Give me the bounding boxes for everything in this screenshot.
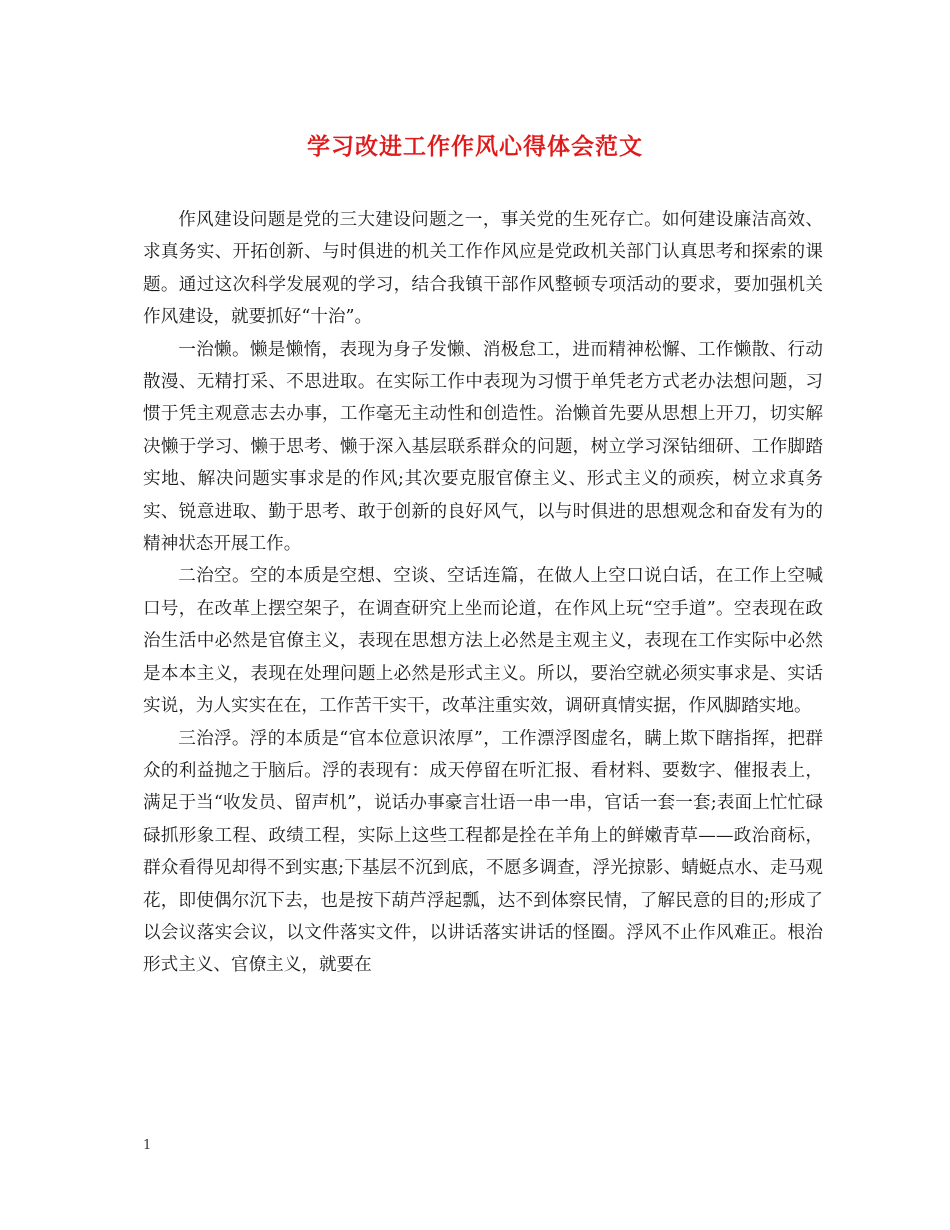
document-body (143, 204, 823, 982)
paragraph-laziness: 一治懒。懒是懒惰，表现为身子发懒、消极怠工，进而精神松懈、工作懒散、行动散漫、无精打采、不思进取。在实际工作中表现为习惯于单凭老方式老办法想问题，习惯于凭主观意志去办事，工作毫无主动性和创造性。治懒首先要从思想上开刀，切实解决懒于学习、懒于思考、懒于深入基层联系群众的问题，树立学习深钻细研、工作脚踏实地、解决问题实事求是的作风;其次要克服官僚主义、形式主义的顽疾，树立求真务实、锐意进取、勤于思考、敢于创新的良好风气，以与时俱进的思想观念和奋发有为的精神状态开展工作。 (143, 339, 823, 555)
paragraph-emptiness: 二治空。空的本质是空想、空谈、空话连篇，在做人上空口说白话，在工作上空喊口号，在改革上摆空架子，在调查研究上坐而论道，在作风上玩“空手道”。空表现在政治生活中必然是官僚主义，表现在思想方法上必然是主观主义，表现在工作实际中必然是本本主义，表现在处理问题上必然是形式主义。所以，要治空就必须实事求是、实话实说，为人实实在在，工作苦干实干，改革注重实效，调研真情实据，作风脚踏实地。 (143, 566, 823, 717)
document-title: 学习改进工作作风心得体会范文 (307, 133, 643, 160)
paragraph-superficiality: 三治浮。浮的本质是“官本位意识浓厚”，工作漂浮图虚名，瞒上欺下瞎指挥，把群众的利益抛之于脑后。浮的表现有：成天停留在听汇报、看材料、要数字、催报表上，满足于当“收发员、留声机”，说话办事豪言壮语一串一串，官话一套一套;表面上忙忙碌碌抓形象工程、政绩工程，实际上这些工程都是拴在羊角上的鲜嫩青草——政治商标，群众看得见却得不到实惠;下基层不沉到底，不愿多调查，浮光掠影、蜻蜓点水、走马观花，即使偶尔沉下去，也是按下葫芦浮起瓢，达不到体察民情，了解民意的目的;形成了以会议落实会议，以文件落实文件，以讲话落实讲话的怪圈。浮风不止作风难正。根治形式主义、官僚主义，就要在 (143, 728, 823, 976)
page-number: 1 (143, 1138, 152, 1153)
paragraph-intro: 作风建设问题是党的三大建设问题之一，事关党的生死存亡。如何建设廉洁高效、求真务实、开拓创新、与时俱进的机关工作作风应是党政机关部门认真思考和探索的课题。通过这次科学发展观的学习，结合我镇干部作风整顿专项活动的要求，要加强机关作风建设，就要抓好“十治”。 (143, 210, 823, 328)
